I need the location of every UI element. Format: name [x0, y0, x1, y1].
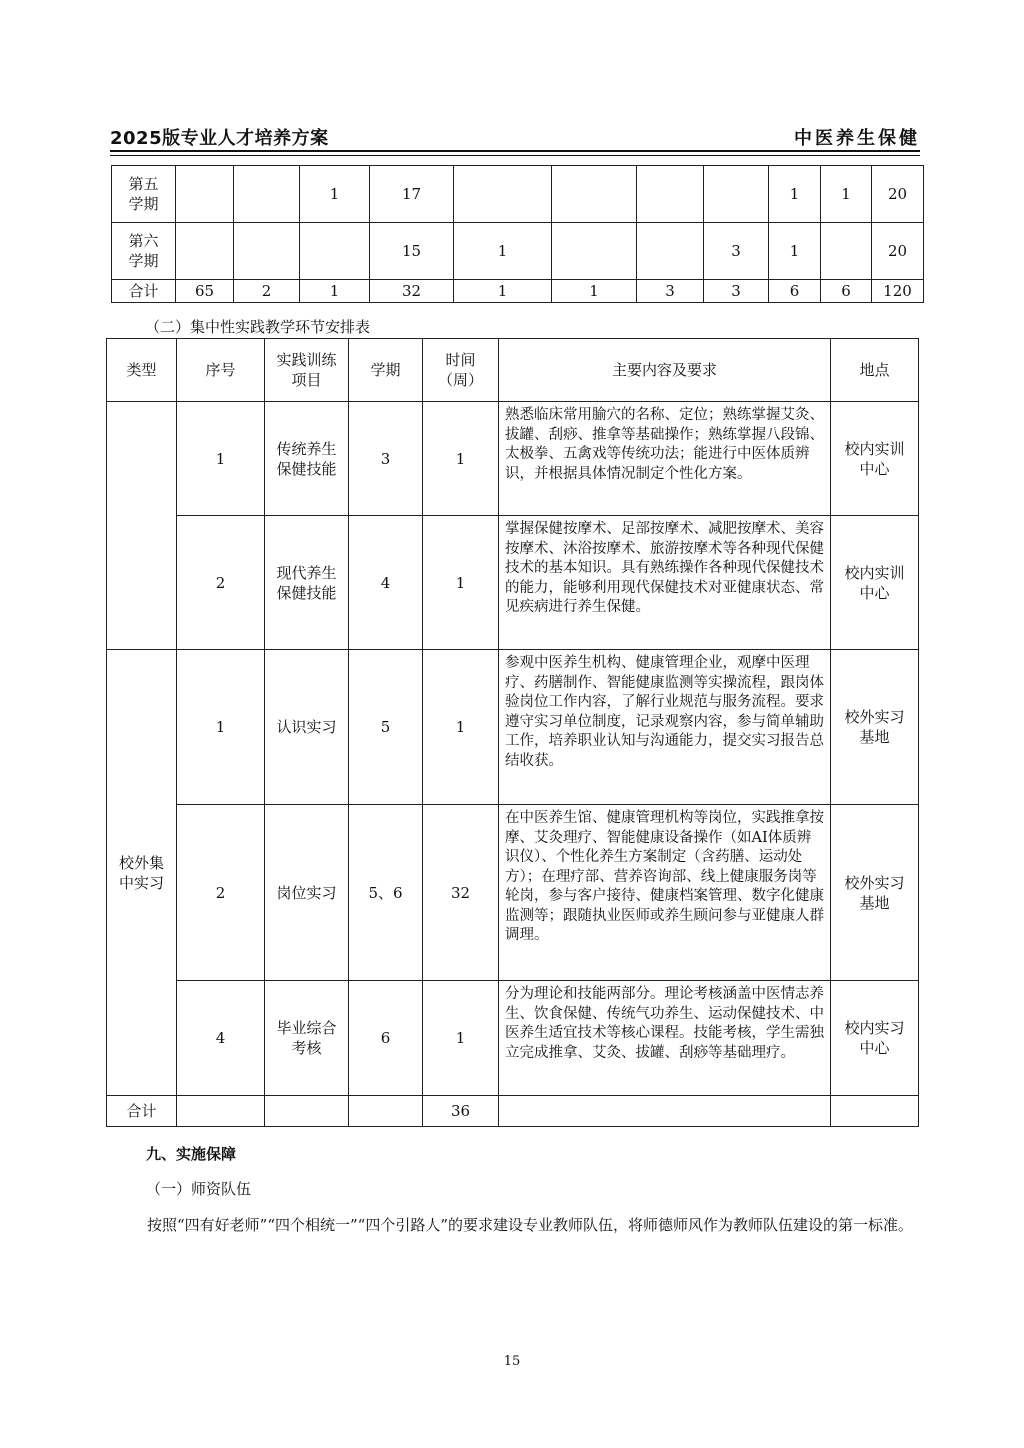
- row-weeks: 32: [423, 805, 499, 981]
- table-cell: [454, 166, 552, 223]
- page-header: [110, 120, 920, 150]
- table-cell: 1: [300, 166, 370, 223]
- table-cell: [176, 223, 234, 280]
- header-type: 类型: [107, 339, 177, 402]
- row-place: 校外实习 基地: [831, 805, 919, 981]
- type-cell: 校外集 中实习: [107, 650, 177, 1096]
- row-weeks: 1: [423, 650, 499, 805]
- row-weeks: 1: [423, 402, 499, 516]
- table-cell: 1: [454, 280, 552, 303]
- row-number: 2: [177, 805, 265, 981]
- row-term: 4: [349, 516, 423, 650]
- table-cell: [831, 1096, 919, 1127]
- row-content: 参观中医养生机构、健康管理企业，观摩中医理疗、药膳制作、智能健康监测等实操流程，跟岗体验岗位工作内容，了解行业规范与服务流程。要求遵守实习单位制度，记录观察内容，参与简单辅助工作，培养职业认知与沟通能力，提交实习报告总结收获。: [499, 650, 831, 805]
- section-heading: 九、实施保障: [146, 1145, 237, 1163]
- header-content: 主要内容及要求: [499, 339, 831, 402]
- table-cell: 3: [704, 223, 769, 280]
- row-content: 掌握保健按摩术、足部按摩术、减肥按摩术、美容按摩术、沐浴按摩术、旅游按摩术等各种现代保健技术的基本知识。具有熟练操作各种现代保健技术的能力，能够利用现代保健技术对亚健康状态、常见疾病进行养生保健。: [499, 516, 831, 650]
- table-cell: [300, 223, 370, 280]
- table-row: [107, 402, 919, 516]
- row-item: 认识实习: [265, 650, 349, 805]
- table-cell: 2: [234, 280, 300, 303]
- row-weeks: 1: [423, 981, 499, 1096]
- document-title: 2025版专业人才培养方案: [110, 128, 329, 149]
- row-place: 校内实训 中心: [831, 516, 919, 650]
- table-row: [112, 166, 924, 223]
- table-cell: 3: [704, 280, 769, 303]
- table-cell: 第五 学期: [112, 166, 176, 223]
- header-rule-thick: [110, 150, 920, 152]
- table-row: [112, 280, 924, 303]
- table-cell: 65: [176, 280, 234, 303]
- table-cell: 1: [821, 166, 872, 223]
- table-cell: 6: [769, 280, 821, 303]
- row-content: 在中医养生馆、健康管理机构等岗位，实践推拿按摩、艾灸理疗、智能健康设备操作（如AI体质辨识仪）、个性化养生方案制定（含药膳、运动处方）；在理疗部、营养咨询部、线上健康服务岗等轮岗，参与客户接待、健康档案管理、数字化健康监测等；跟随执业医师或养生顾问参与亚健康人群调理。: [499, 805, 831, 981]
- row-number: 2: [177, 516, 265, 650]
- table-cell: 120: [872, 280, 924, 303]
- table-caption: （二）集中性实践教学环节安排表: [145, 318, 371, 336]
- table-cell: 20: [872, 166, 924, 223]
- row-number: 1: [177, 402, 265, 516]
- row-term: 5: [349, 650, 423, 805]
- table-total-row: [107, 1096, 919, 1127]
- table-cell: 17: [370, 166, 454, 223]
- table-cell: 第六 学期: [112, 223, 176, 280]
- body-paragraph: 按照“四有好老师”“四个相统一”“四个引路人”的要求建设专业教师队伍，将师德师风作为教师队伍建设的第一标准。: [147, 1216, 914, 1234]
- table-cell: [637, 223, 704, 280]
- table-cell: 6: [821, 280, 872, 303]
- header-training-item: 实践训练 项目: [265, 339, 349, 402]
- table-row: [112, 223, 924, 280]
- table-cell: [234, 166, 300, 223]
- table-cell: [265, 1096, 349, 1127]
- table-cell: 32: [370, 280, 454, 303]
- table-cell: [177, 1096, 265, 1127]
- header-number: 序号: [177, 339, 265, 402]
- table-cell: [234, 223, 300, 280]
- row-term: 6: [349, 981, 423, 1096]
- program-name: 中医养生保健: [794, 128, 920, 149]
- table-cell: [176, 166, 234, 223]
- table-cell: [821, 223, 872, 280]
- table-row: [107, 805, 919, 981]
- header-location: 地点: [831, 339, 919, 402]
- table-cell: 1: [454, 223, 552, 280]
- table-cell: 1: [769, 166, 821, 223]
- table-header-row: [107, 339, 919, 402]
- header-term: 学期: [349, 339, 423, 402]
- header-duration-weeks: 时间 （周）: [423, 339, 499, 402]
- type-cell-empty: [107, 402, 177, 650]
- table-cell: 1: [552, 280, 637, 303]
- total-label: 合计: [107, 1096, 177, 1127]
- table-cell: 3: [637, 280, 704, 303]
- table-cell: 合计: [112, 280, 176, 303]
- table-row: [107, 981, 919, 1096]
- page-number: 15: [503, 1354, 521, 1369]
- subsection-heading: （一）师资队伍: [146, 1180, 252, 1198]
- row-place: 校外实习 基地: [831, 650, 919, 805]
- table-cell: [552, 166, 637, 223]
- table-cell: [637, 166, 704, 223]
- row-place: 校内实习 中心: [831, 981, 919, 1096]
- row-item: 毕业综合 考核: [265, 981, 349, 1096]
- table-row: [107, 516, 919, 650]
- table-cell: [349, 1096, 423, 1127]
- table-row: [107, 650, 919, 805]
- row-content: 熟悉临床常用腧穴的名称、定位；熟练掌握艾灸、拔罐、刮痧、推拿等基础操作；熟练掌握八段锦、太极拳、五禽戏等传统功法；能进行中医体质辨识，并根据具体情况制定个性化方案。: [499, 402, 831, 516]
- row-weeks: 1: [423, 516, 499, 650]
- total-weeks: 36: [423, 1096, 499, 1127]
- row-term: 3: [349, 402, 423, 516]
- row-place: 校内实训 中心: [831, 402, 919, 516]
- row-item: 岗位实习: [265, 805, 349, 981]
- row-term: 5、6: [349, 805, 423, 981]
- practice-schedule-table: [106, 338, 919, 1127]
- table-cell: [704, 166, 769, 223]
- row-number: 4: [177, 981, 265, 1096]
- table-cell: 15: [370, 223, 454, 280]
- table-cell: 20: [872, 223, 924, 280]
- table-cell: [499, 1096, 831, 1127]
- row-item: 传统养生 保健技能: [265, 402, 349, 516]
- table-cell: 1: [300, 280, 370, 303]
- schedule-table-continued: [111, 165, 924, 303]
- row-content: 分为理论和技能两部分。理论考核涵盖中医情志养生、饮食保健、传统气功养生、运动保健技术、中医养生适宜技术等核心课程。技能考核，学生需独立完成推拿、艾灸、拔罐、刮痧等基础理疗。: [499, 981, 831, 1096]
- row-number: 1: [177, 650, 265, 805]
- table-cell: [552, 223, 637, 280]
- table-cell: 1: [769, 223, 821, 280]
- row-item: 现代养生 保健技能: [265, 516, 349, 650]
- header-rule-thin: [110, 155, 920, 156]
